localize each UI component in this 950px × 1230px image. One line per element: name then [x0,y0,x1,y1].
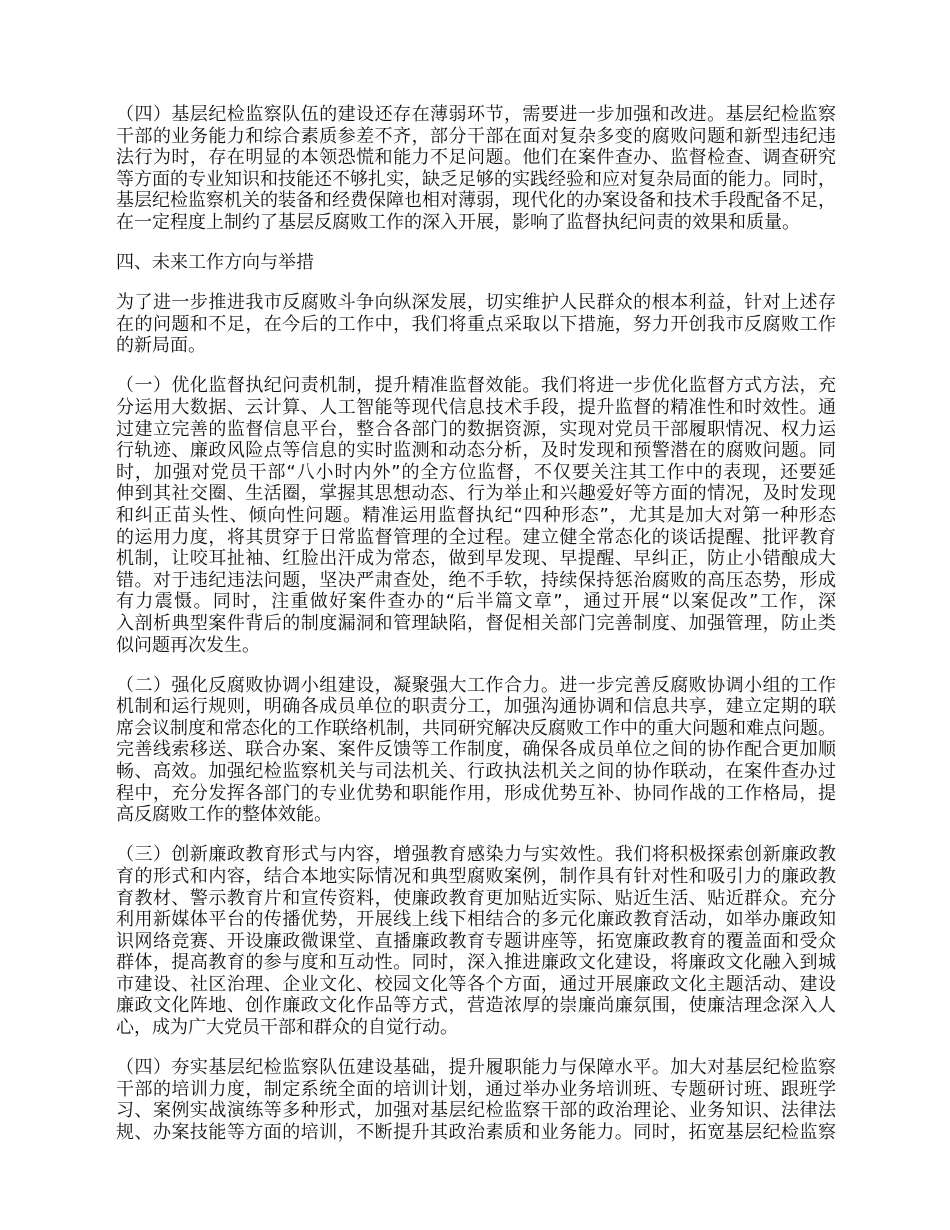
text-line: （三）创新廉政教育形式与内容，增强教育感染力与实效性。我们将积极探索创新廉政教 [116,844,836,866]
text-line: 干部的培训力度，制定系统全面的培训计划，通过举办业务培训班、专题研讨班、跟班学 [116,1078,836,1100]
paragraph [116,375,836,656]
text-line: 等方面的专业知识和技能还不够扎实，缺乏足够的实践经验和应对复杂局面的能力。同时， [116,168,836,190]
text-line: （二）强化反腐败协调小组建设，凝聚强大工作合力。进一步完善反腐败协调小组的工作 [116,674,836,696]
text-line: 机制和运行规则，明确各成员单位的职责分工，加强沟通协调和信息共享，建立定期的联 [116,696,836,718]
text-line: （一）优化监督执纪问责机制，提升精准监督效能。我们将进一步优化监督方式方法，充 [116,375,836,397]
paragraph [116,675,836,826]
text-line: 干部的业务能力和综合素质参差不齐，部分干部在面对复杂多变的腐败问题和新型违纪违 [116,125,836,147]
text-line: 规、办案技能等方面的培训，不断提升其政治素质和业务能力。同时，拓宽基层纪检监察 [116,1121,836,1143]
text-line: 市建设、社区治理、企业文化、校园文化等各个方面，通过开展廉政文化主题活动、建设 [116,973,836,995]
text-line: 的运用力度，将其贯穿于日常监督管理的全过程。建立健全常态化的谈话提醒、批评教育 [116,526,836,548]
paragraph [116,1057,836,1143]
text-line: 畅、高效。加强纪检监察机关与司法机关、行政执法机关之间的协作联动，在案件查办过 [116,761,836,783]
text-line: 群体，提高教育的参与度和互动性。同时，深入推进廉政文化建设，将廉政文化融入到城 [116,952,836,974]
text-line: 法行为时，存在明显的本领恐慌和能力不足问题。他们在案件查办、监督检查、调查研究 [116,147,836,169]
paragraph [116,104,836,234]
text-line: 心，成为广大党员干部和群众的自觉行动。 [116,1017,458,1039]
section-heading: 四、未来工作方向与举措 [116,252,314,274]
text-line: 行轨迹、廉政风险点等信息的实时监测和动态分析，及时发现和预警潜在的腐败问题。同 [116,440,836,462]
text-line: 利用新媒体平台的传播优势，开展线上线下相结合的多元化廉政教育活动，如举办廉政知 [116,909,836,931]
text-line: 完善线索移送、联合办案、案件反馈等工作制度，确保各成员单位之间的协作配合更加顺 [116,739,836,761]
text-line: 育教材、警示教育片和宣传资料，使廉政教育更加贴近实际、贴近生活、贴近群众。充分 [116,887,836,909]
document-page [116,104,836,1162]
text-line: 机制，让咬耳扯袖、红脸出汗成为常态，做到早发现、早提醒、早纠正，防止小错酿成大 [116,548,836,570]
text-line: 分运用大数据、云计算、人工智能等现代信息技术手段，提升监督的精准性和时效性。通 [116,397,836,419]
text-line: 程中，充分发挥各部门的专业优势和职能作用，形成优势互补、协同作战的工作格局，提 [116,782,836,804]
text-line: （四）基层纪检监察队伍的建设还存在薄弱环节，需要进一步加强和改进。基层纪检监察 [116,104,836,125]
text-line: 育的形式和内容，结合本地实际情况和典型腐败案例，制作具有针对性和吸引力的廉政教 [116,865,836,887]
text-line: 入剖析典型案件背后的制度漏洞和管理缺陷，督促相关部门完善制度、加强管理，防止类 [116,612,836,634]
text-line: 似问题再次发生。 [116,634,260,656]
text-line: 有力震慑。同时，注重做好案件查办的“后半篇文章”，通过开展“以案促改”工作，深 [116,591,836,613]
text-line: 时，加强对党员干部“八小时内外”的全方位监督，不仅要关注其工作中的表现，还要延 [116,461,836,483]
text-line: 为了进一步推进我市反腐败斗争向纵深发展，切实维护人民群众的根本利益，针对上述存 [116,292,836,314]
text-line: 高反腐败工作的整体效能。 [116,804,332,826]
text-line: 过建立完善的监督信息平台，整合各部门的数据资源，实现对党员干部履职情况、权力运 [116,418,836,440]
text-line: 识网络竞赛、开设廉政微课堂、直播廉政教育专题讲座等，拓宽廉政教育的覆盖面和受众 [116,930,836,952]
text-line: （四）夯实基层纪检监察队伍建设基础，提升履职能力与保障水平。加大对基层纪检监察 [116,1057,836,1079]
paragraph [116,844,836,1038]
text-line: 廉政文化阵地、创作廉政文化作品等方式，营造浓厚的崇廉尚廉氛围，使廉洁理念深入人 [116,995,836,1017]
text-line: 的新局面。 [116,335,206,357]
text-line: 在一定程度上制约了基层反腐败工作的深入开展，影响了监督执纪问责的效果和质量。 [116,211,800,233]
text-line: 伸到其社交圈、生活圈，掌握其思想动态、行为举止和兴趣爱好等方面的情况，及时发现 [116,483,836,505]
text-line: 基层纪检监察机关的装备和经费保障也相对薄弱，现代化的办案设备和技术手段配备不足， [116,190,836,212]
text-line: 席会议制度和常态化的工作联络机制，共同研究解决反腐败工作中的重大问题和难点问题。 [116,717,836,739]
text-line: 错。对于违纪违法问题，坚决严肃查处，绝不手软，持续保持惩治腐败的高压态势，形成 [116,569,836,591]
text-line: 在的问题和不足，在今后的工作中，我们将重点采取以下措施，努力开创我市反腐败工作 [116,313,836,335]
text-line: 和纠正苗头性、倾向性问题。精准运用监督执纪“四种形态”，尤其是加大对第一种形态 [116,505,836,526]
text-line: 习、案例实战演练等多种形式，加强对基层纪检监察干部的政治理论、业务知识、法律法 [116,1100,836,1122]
paragraph [116,292,836,357]
